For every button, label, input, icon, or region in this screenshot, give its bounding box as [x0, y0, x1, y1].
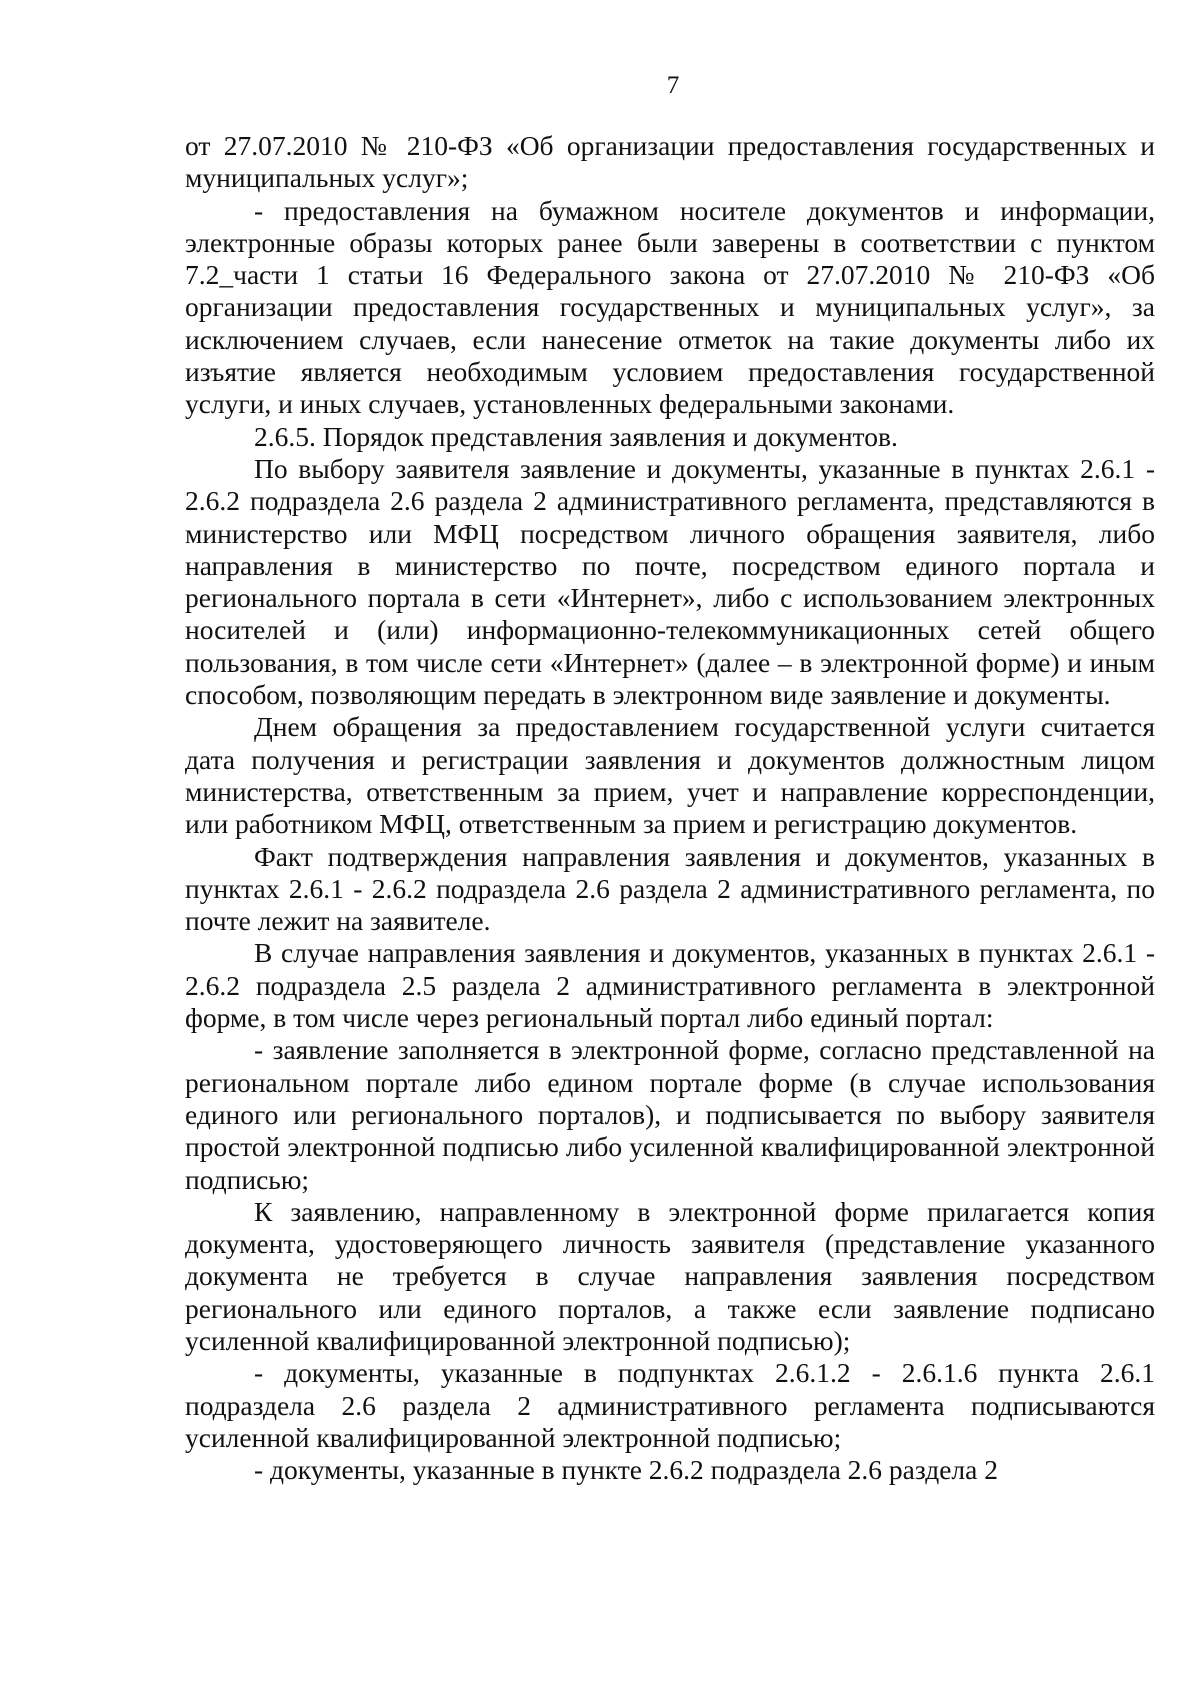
paragraph-identity-copy: К заявлению, направленному в электронной форме прилагается копия документа, удостоверяющего личность заявителя (представление указанного документа не требуется в случае направления заявления посредством регионального или единого порталов, а также если заявление подписано усиленной квалифицированной электронной подписью); [185, 1195, 1155, 1356]
paragraph-signed-documents: - документы, указанные в подпунктах 2.6.1.2 - 2.6.1.6 пункта 2.6.1 подраздела 2.6 раздела 2 административного регламента подписываются усиленной квалифицированной электронной подписью; [185, 1357, 1155, 1453]
page-number: 7 [666, 72, 680, 99]
paragraph-submission-choice: По выбору заявителя заявление и документы, указанные в пунктах 2.6.1 - 2.6.2 подраздела 2.6 раздела 2 административного регламента, представляются в министерство или МФЦ посредством личного обращения заявителя, либо направления в министерство по почте, посредством единого портала и регионального портала в сети «Интернет», либо с использованием электронных носителей и (или) информационно-телекоммуникационных сетей общего пользования, в том числе сети «Интернет» (далее – в электронной форме) и иным способом, позволяющим передать в электронном виде заявление и документы. [185, 452, 1155, 711]
paragraph-electronic-submission: В случае направления заявления и документов, указанных в пунктах 2.6.1 - 2.6.2 подраздела 2.5 раздела 2 административного регламента в электронной форме, в том числе через региональный портал либо единый портал: [185, 937, 1155, 1034]
paragraph-continuation: от 27.07.2010 № 210-ФЗ «Об организации предоставления государственных и муниципальных услуг»; [185, 130, 1155, 194]
document-body [185, 130, 1155, 1486]
paragraph-application-day: Днем обращения за предоставлением государственной услуги считается дата получения и регистрации заявления и документов должностным лицом министерства, ответственным за прием, учет и направление корреспонденции, или работником МФЦ, ответственным за прием и регистрацию документов. [185, 711, 1155, 840]
paragraph-paper-documents: - предоставления на бумажном носителе документов и информации, электронные образы которых ранее были заверены в соответствии с пунктом 7.2_части 1 статьи 16 Федерального закона от 27.07.2010 № 210-ФЗ «Об организации предоставления государственных и муниципальных услуг», за исключением случаев, если нанесение отметок на такие документы либо их изъятие является необходимым условием предоставления государственной услуги, и иных случаев, установленных федеральными законами. [185, 194, 1155, 420]
paragraph-section-heading: 2.6.5. Порядок представления заявления и документов. [254, 420, 898, 452]
paragraph-trailing: - документы, указанные в пункте 2.6.2 подраздела 2.6 раздела 2 [254, 1454, 998, 1486]
paragraph-mail-confirmation: Факт подтверждения направления заявления и документов, указанных в пунктах 2.6.1 - 2.6.2 подраздела 2.6 раздела 2 административного регламента, по почте лежит на заявителе. [185, 840, 1155, 937]
paragraph-form-filling: - заявление заполняется в электронной форме, согласно представленной на региональном портале либо едином портале форме (в случае использования единого или регионального порталов), и подписывается по выбору заявителя простой электронной подписью либо усиленной квалифицированной электронной подписью; [185, 1034, 1155, 1195]
